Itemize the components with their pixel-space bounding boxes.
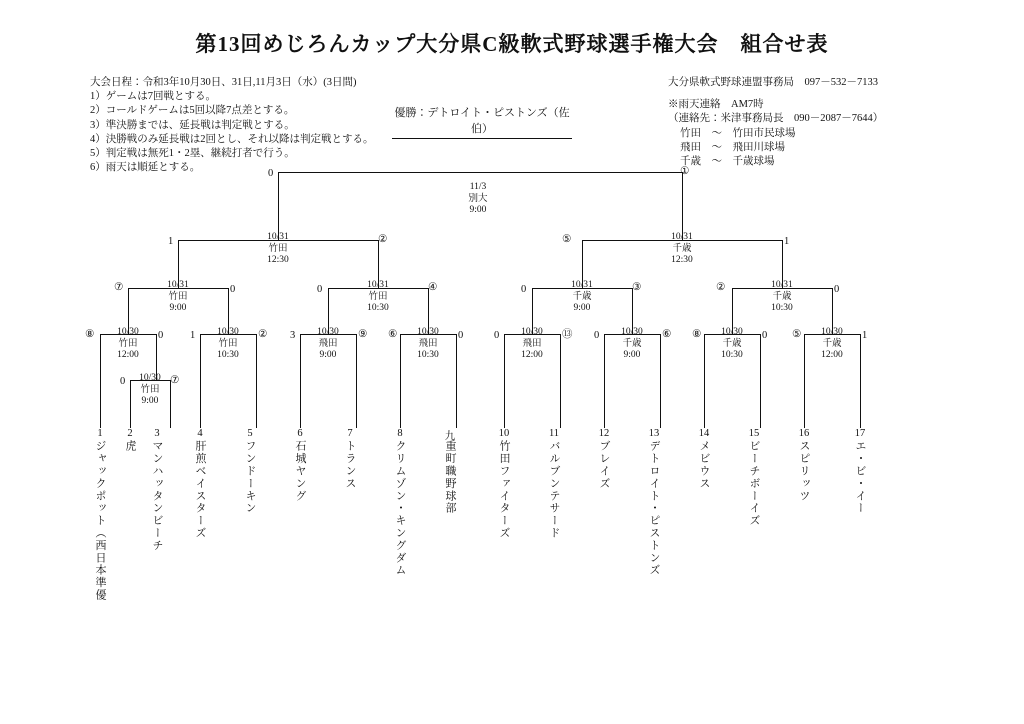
match-quarter-1: 10/31 竹田 9:00 (167, 280, 189, 313)
score-q3-r: ③ (632, 282, 642, 293)
team-name: メビウス (698, 440, 710, 490)
score-final-right: ① (680, 166, 690, 177)
rule-line: 1）ゲームは7回戦とする。 (90, 91, 216, 103)
team-number: 8 (397, 428, 403, 439)
score-pre-l: 0 (120, 376, 126, 387)
team-name: 肝煎ベイスターズ (194, 440, 206, 540)
team-name: ブレイズ (598, 440, 610, 490)
match-quarter-2: 10/31 竹田 10:30 (367, 280, 389, 313)
page-title: 第13回めじろんカップ大分県C級軟式野球選手権大会 組合せ表 (195, 32, 829, 56)
team-name: 虎 (124, 440, 136, 453)
bracket-line-pre-r (170, 380, 171, 428)
rule-line: 大会日程：令和3年10月30日、31日,11月3日（水）(3日間) (90, 77, 357, 88)
score-r8-l: ⑤ (792, 329, 802, 340)
score-semi-left-r: ② (378, 234, 388, 245)
match-round1-2: 10/30 竹田 10:30 (217, 327, 239, 360)
match-semifinal-right: 10/31 千歳 12:30 (671, 232, 693, 265)
team-name: 竹田ファイターズ (498, 440, 510, 540)
score-r5-l: 0 (494, 330, 500, 341)
team-number: 12 (598, 428, 610, 439)
score-q1-r: 0 (230, 284, 236, 295)
score-q4-l: ② (716, 282, 726, 293)
team-name: エ・ビ・イー (854, 440, 866, 515)
score-semi-right-r: 1 (784, 236, 790, 247)
match-round1-1: 10/30 竹田 12:00 (117, 327, 139, 360)
score-q2-l: 0 (317, 284, 323, 295)
score-r7-l: ⑧ (692, 329, 702, 340)
team-number: 11 (548, 428, 560, 439)
score-r8-r: 1 (862, 330, 868, 341)
match-round1-6: 10/30 千歳 9:00 (621, 327, 643, 360)
match-round1-8: 10/30 千歳 12:00 (821, 327, 843, 360)
score-r6-l: 0 (594, 330, 600, 341)
score-r1-l: ⑧ (85, 329, 95, 340)
match-final: 11/3 別大 9:00 (468, 182, 488, 215)
team-name: バルブンテサード (548, 440, 560, 540)
team-name: 石城ヤング (294, 440, 306, 502)
team-name: 重町職野球部 (444, 440, 456, 515)
score-final-left: 0 (268, 168, 274, 179)
rain-contact-note: ※雨天連絡 AM7時 (668, 99, 764, 111)
team-number: 10 (498, 428, 510, 439)
score-r6-r: ⑥ (662, 329, 672, 340)
team-name: トランス (344, 440, 356, 490)
score-q1-l: ⑦ (114, 282, 124, 293)
team-number: 6 (297, 428, 303, 439)
match-round1-5: 10/30 飛田 12:00 (521, 327, 543, 360)
team-number: 1 (97, 428, 103, 439)
score-semi-left-l: 1 (168, 236, 174, 247)
team-name: マンハッタンビーチ (151, 440, 163, 552)
rule-line: 3）準決勝までは、延長戦は判定戦とする。 (90, 119, 295, 131)
team-number: 17 (854, 428, 866, 439)
rule-line: 6）雨天は順延とする。 (90, 162, 201, 174)
venue-hida: 飛田 〜 飛田川球場 (680, 141, 785, 153)
contact-info (668, 76, 883, 169)
match-quarter-3: 10/31 千歳 9:00 (571, 280, 593, 313)
score-r5-r: ⑬ (562, 329, 573, 340)
team-name: クリムゾン・キングダム (394, 440, 406, 577)
score-q2-r: ④ (428, 282, 438, 293)
match-round1-4: 10/30 飛田 10:30 (417, 327, 439, 360)
team-name: デトロイト・ピストンズ (648, 440, 660, 577)
bracket-line-final-top (278, 172, 682, 173)
score-q3-l: 0 (521, 284, 527, 295)
bracket-line-final-right (682, 172, 683, 240)
team-number: 九 (444, 431, 456, 442)
team-number: 15 (748, 428, 760, 439)
team-number: 16 (798, 428, 810, 439)
venue-chitose: 千歳 〜 千歳球場 (680, 156, 775, 168)
match-preliminary: 10/30 竹田 9:00 (139, 373, 161, 406)
team-number: 14 (698, 428, 710, 439)
team-name: ジャックポット（西日本準優 (94, 440, 106, 602)
team-number: 4 (197, 428, 203, 439)
team-number: 13 (648, 428, 660, 439)
team-name: スピリッツ (798, 440, 810, 502)
match-round1-7: 10/30 千歳 10:30 (721, 327, 743, 360)
match-round1-3: 10/30 飛田 9:00 (317, 327, 339, 360)
team-number: 2 (127, 428, 133, 439)
venue-takeda: 竹田 〜 竹田市民球場 (680, 127, 796, 139)
score-pre-r: ⑦ (170, 375, 180, 386)
champion-label: 優勝：デトロイト・ピストンズ（佐伯） (392, 104, 572, 139)
team-name: ビーチボーイズ (748, 440, 760, 527)
rule-line: 2）コールドゲームは5回以降7点差とする。 (90, 105, 295, 117)
rule-line: 5）判定戦は無死1・2塁、継続打者で行う。 (90, 148, 295, 160)
team-number: 3 (154, 428, 160, 439)
federation-office: 大分県軟式野球連盟事務局 097－532－7133 (668, 77, 878, 88)
score-r7-r: 0 (762, 330, 768, 341)
match-quarter-4: 10/31 千歳 10:30 (771, 280, 793, 313)
rule-line: 4）決勝戦のみ延長戦は2回とし、それ以降は判定戦とする。 (90, 133, 374, 145)
score-r4-l: ⑥ (388, 329, 398, 340)
score-r3-l: 3 (290, 330, 296, 341)
team-name: フンドーキン (244, 440, 256, 515)
score-semi-right-l: ⑤ (562, 234, 572, 245)
score-q4-r: 0 (834, 284, 840, 295)
team-number: 5 (247, 428, 253, 439)
score-r2-r: ② (258, 329, 268, 340)
score-r3-r: ⑨ (358, 329, 368, 340)
bracket-line-final-left (278, 172, 279, 240)
score-r2-l: 1 (190, 330, 196, 341)
match-semifinal-left: 10/31 竹田 12:30 (267, 232, 289, 265)
tournament-rules (90, 76, 374, 175)
score-r1-r: 0 (158, 330, 164, 341)
score-r4-r: 0 (458, 330, 464, 341)
rain-contact-detail: （連絡先：米津事務局長 090－2087－7644） (668, 113, 884, 125)
team-number: 7 (347, 428, 353, 439)
